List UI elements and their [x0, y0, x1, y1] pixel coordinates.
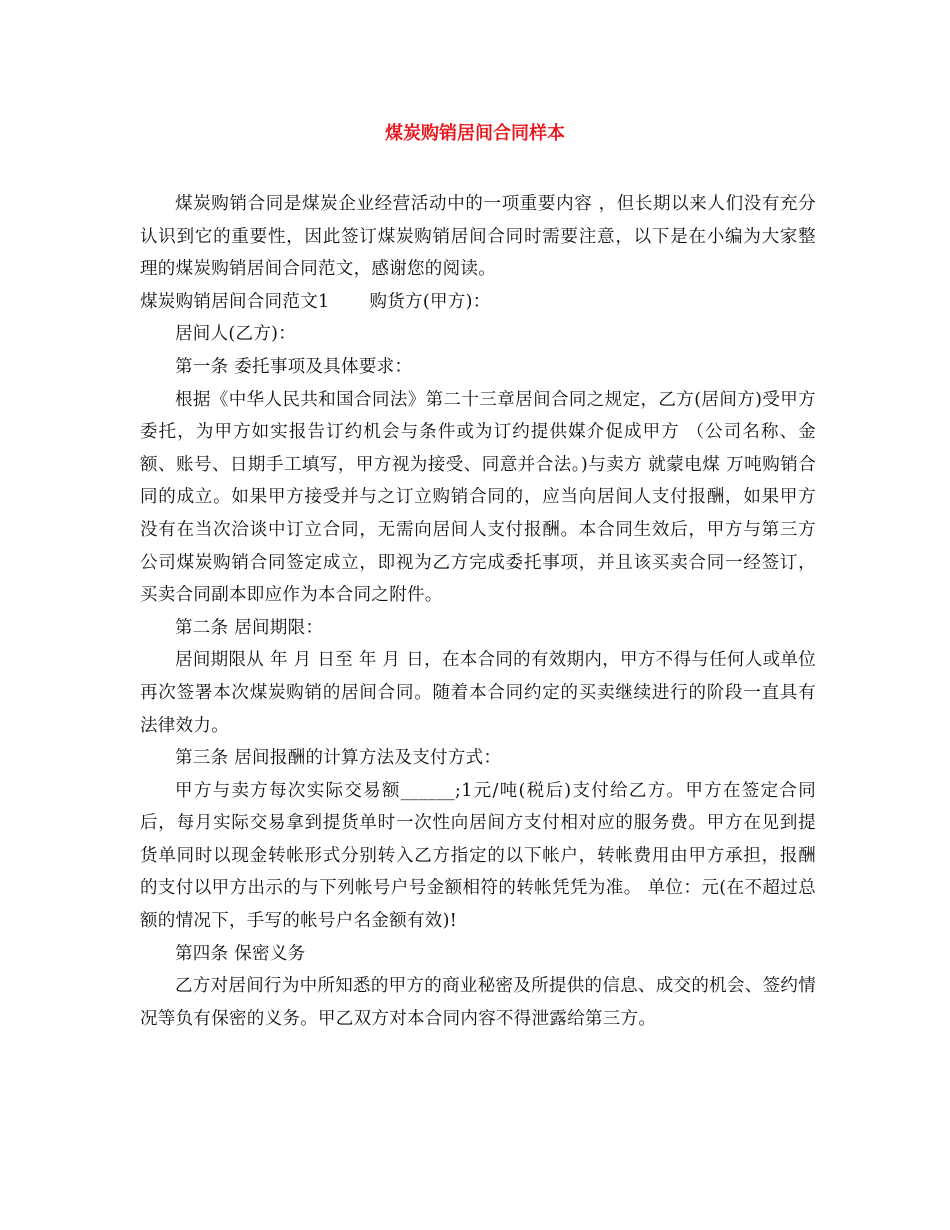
buyer-party-label: 购货方(甲方)： [369, 291, 491, 312]
document-title: 煤炭购销居间合同样本 [385, 123, 565, 144]
sample-heading: 煤炭购销居间合同范文1 [140, 291, 330, 312]
article-1-body: 根据《中华人民共和国合同法》第二十三章居间合同之规定，乙方(居间方)受甲方委托，为甲方如实报告订约机会与条件或为订约提供媒介促成甲方 （公司名称、金额、账号、日期手工填写，甲方视为接受、同意并合法。)与卖方 就蒙电煤 万吨购销合同的成立。如果甲方接受并与之订立购销合同的，应当向居间人支付报酬，如果甲方没有在当次洽谈中订立合同，无需向居间人支付报酬。本合同生效后，甲方与第三方 公司煤炭购销合同签定成立，即视为乙方完成委托事项，并且该买卖合同一经签订，买卖合同副本即应作为本合同之附件。 [140, 389, 816, 606]
document-body [140, 188, 816, 1035]
sample-heading-line [140, 286, 816, 319]
article-3-heading: 第三条 居间报酬的计算方法及支付方式： [175, 748, 502, 769]
article-3-body: 甲方与卖方每次实际交易额______;1元/吨(税后)支付给乙方。甲方在签定合同后，每月实际交易拿到提货单时一次性向居间方支付相对应的服务费。甲方在见到提货单同时以现金转帐形式分别转入乙方指定的以下帐户，转帐费用由甲方承担，报酬的支付以甲方出示的与下列帐号户号金额相符的转帐凭凭为准。 单位：元(在不超过总额的情况下，手写的帐号户名金额有效)! [140, 780, 816, 932]
article-1-heading: 第一条 委托事项及具体要求： [175, 356, 413, 377]
article-4-body: 乙方对居间行为中所知悉的甲方的商业秘密及所提供的信息、成交的机会、签约情况等负有保密的义务。甲乙双方对本合同内容不得泄露给第三方。 [140, 976, 816, 1029]
intro-paragraph: 煤炭购销合同是煤炭企业经营活动中的一项重要内容 ，但长期以来人们没有充分认识到它的重要性，因此签订煤炭购销居间合同时需要注意，以下是在小编为大家整理的煤炭购销居间合同范文，感谢您的阅读。 [140, 194, 816, 280]
article-2-body: 居间期限从 年 月 日至 年 月 日，在本合同的有效期内，甲方不得与任何人或单位再次签署本次煤炭购销的居间合同。随着本合同约定的买卖继续进行的阶段一直具有法律效力。 [140, 650, 816, 736]
intermediary-party-label: 居间人(乙方)： [175, 324, 297, 345]
article-2-heading: 第二条 居间期限： [175, 617, 324, 638]
article-4-heading: 第四条 保密义务 [175, 943, 306, 964]
